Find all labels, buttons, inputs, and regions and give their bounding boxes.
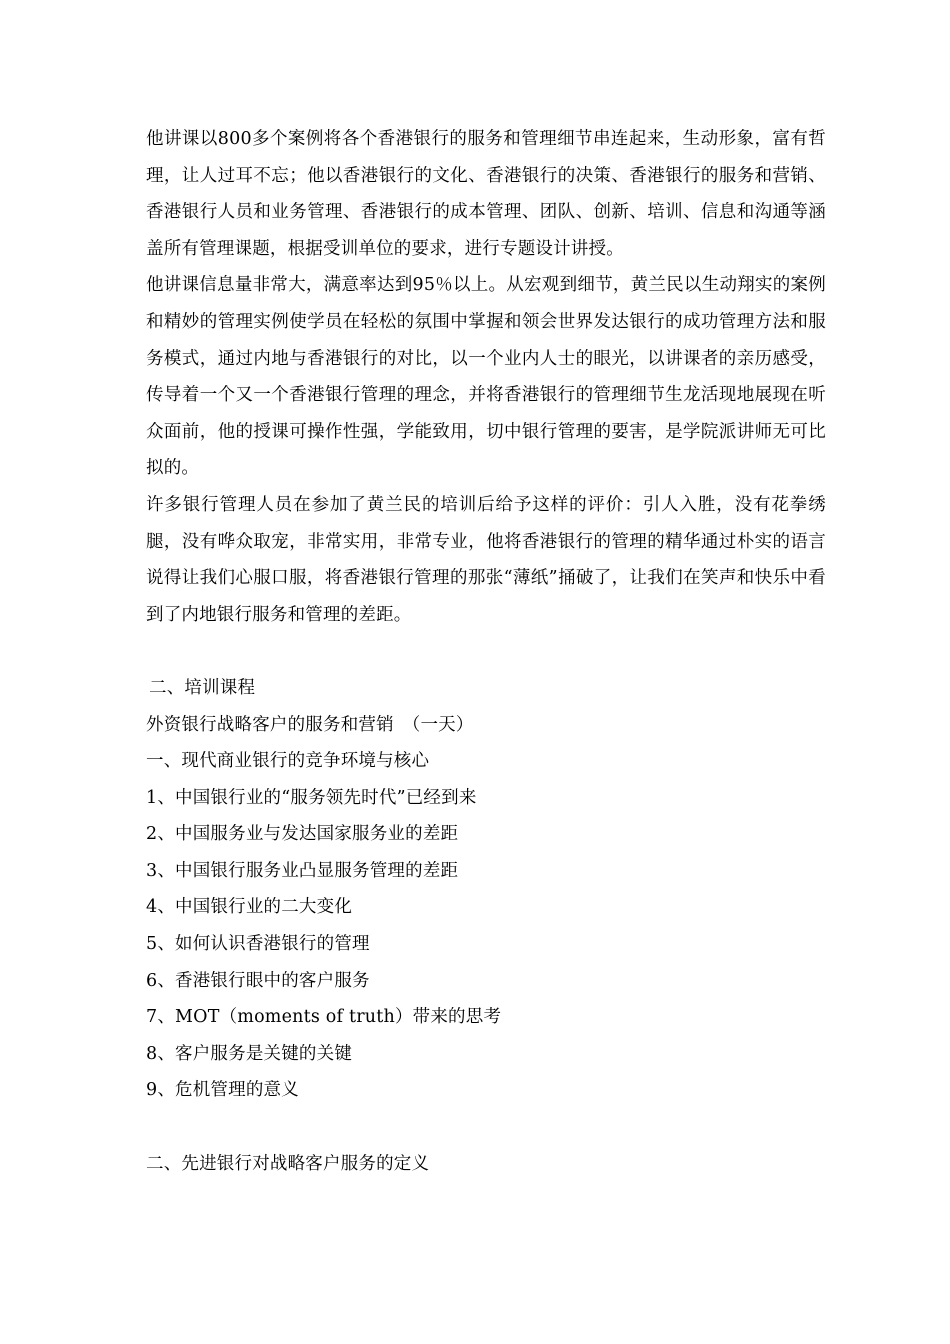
section-heading: 二、培训课程 [149, 677, 256, 698]
list-item: 1、中国银行业的“服务领先时代”已经到来 [146, 787, 477, 808]
part1-title: 一、现代商业银行的竞争环境与核心 [146, 751, 430, 772]
document-body [146, 121, 826, 1182]
blank-line [146, 1109, 826, 1146]
paragraph-course-quality: 他讲课信息量非常大，满意率达到95％以上。从宏观到细节，黄兰民以生动翔实的案例和精妙的管理实例使学员在轻松的氛围中掌握和领会世界发达银行的成功管理方法和服务模式，通过内地与香港银行的对比，以一个业内人士的眼光，以讲课者的亲历感受，传导着一个又一个香港银行管理的理念，并将香港银行的管理细节生龙活现地展现在听众面前，他的授课可操作性强，学能致用，切中银行管理的要害，是学院派讲师无可比拟的。 [146, 275, 826, 479]
list-item: 6、香港银行眼中的客户服务 [146, 970, 370, 991]
course-title: 外资银行战略客户的服务和营销 （一天） [146, 714, 474, 735]
list-item: 2、中国服务业与发达国家服务业的差距 [146, 824, 459, 845]
paragraph-participant-feedback: 许多银行管理人员在参加了黄兰民的培训后给予这样的评价：引人入胜，没有花拳绣腿，没有哗众取宠，非常实用，非常专业，他将香港银行的管理的精华通过朴实的语言说得让我们心服口服，将香港银行管理的那张“薄纸”捅破了，让我们在笑声和快乐中看到了内地银行服务和管理的差距。 [146, 494, 826, 625]
list-item: 5、如何认识香港银行的管理 [146, 934, 370, 955]
list-item: 3、中国银行服务业凸显服务管理的差距 [146, 860, 459, 881]
part2-title: 二、先进银行对战略客户服务的定义 [146, 1153, 430, 1174]
list-item: 8、客户服务是关键的关键 [146, 1043, 353, 1064]
part1-list [146, 780, 826, 1109]
list-item: 4、中国银行业的二大变化 [146, 897, 353, 918]
list-item: 9、危机管理的意义 [146, 1080, 299, 1101]
blank-line [146, 633, 826, 670]
list-item: 7、MOT（moments of truth）带来的思考 [146, 1007, 502, 1028]
paragraph-course-coverage: 他讲课以800多个案例将各个香港银行的服务和管理细节串连起来，生动形象，富有哲理，让人过耳不忘；他以香港银行的文化、香港银行的决策、香港银行的服务和营销、香港银行人员和业务管理、香港银行的成本管理、团队、创新、培训、信息和沟通等涵盖所有管理课题，根据受训单位的要求，进行专题设计讲授。 [146, 129, 826, 259]
